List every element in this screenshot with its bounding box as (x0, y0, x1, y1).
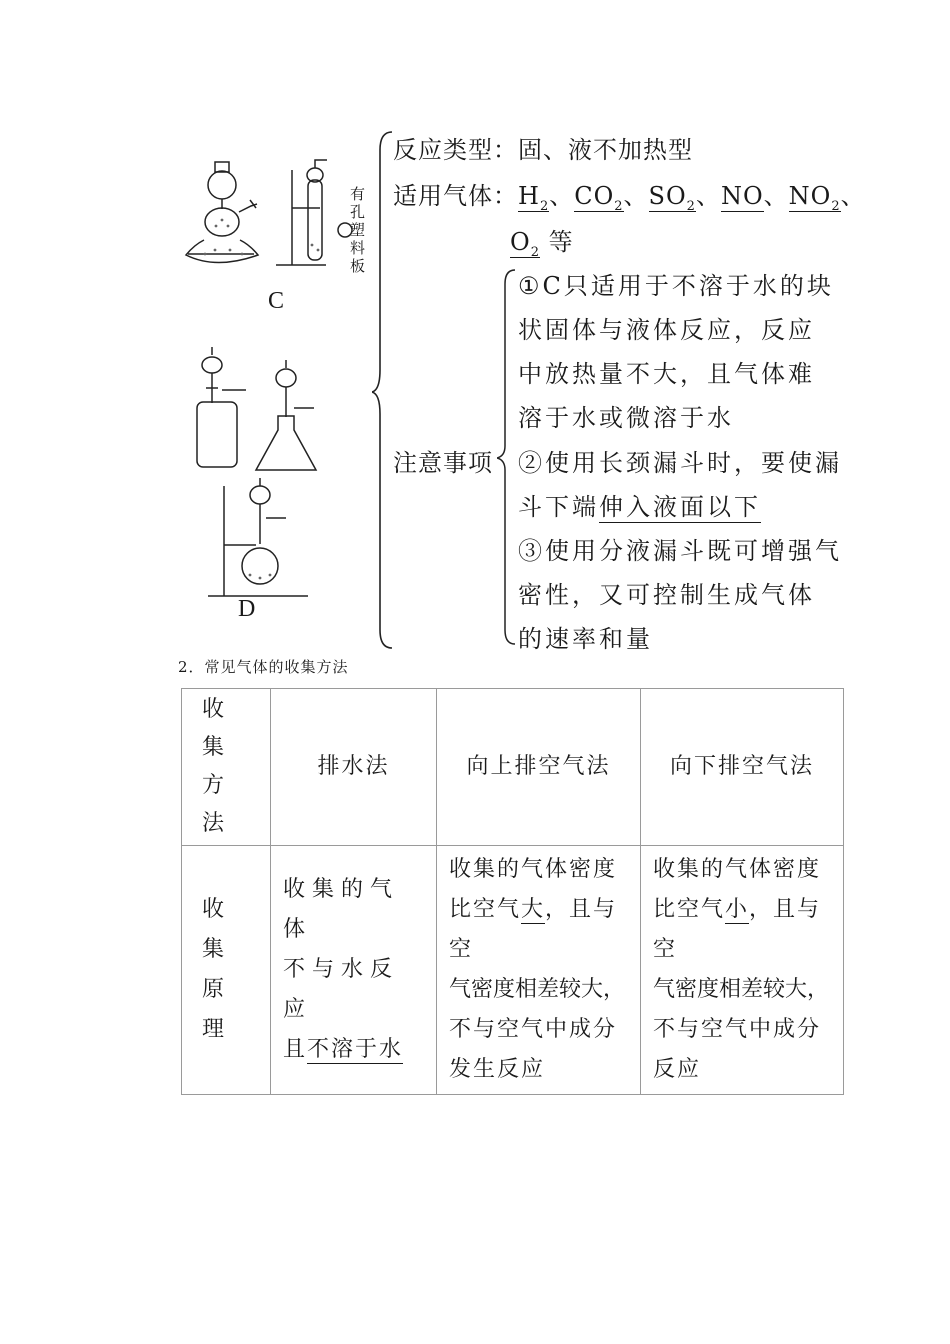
applicable-gases-row-2 (510, 222, 574, 260)
gas-no: NO (720, 182, 764, 210)
collection-methods-table (181, 688, 844, 1095)
table-header-row (182, 689, 844, 846)
reaction-type-row: 反应类型：固、液不加热型 (393, 136, 693, 164)
note-line-7: ③使用分液漏斗既可增强气 (518, 537, 842, 565)
note-line-2: 状固体与液体反应，反应 (518, 316, 815, 344)
cell-upward-principle: 收集的气体密度 比空气大，且与空 气密度相差较大， 不与空气中成分 发生反应 (437, 846, 641, 1095)
cell-downward-principle: 收集的气体密度 比空气小，且与空 气密度相差较大， 不与空气中成分 反应 (641, 846, 844, 1095)
reaction-type-value: 固、液不加热型 (518, 136, 693, 164)
section-heading: 2．常见气体的收集方法 (178, 658, 349, 676)
apparatus-label-c: C (268, 288, 285, 314)
downward-underline-answer: 小 (725, 897, 750, 922)
note-line-5: ②使用长颈漏斗时，要使漏 (518, 449, 842, 477)
apparatus-illustrations (180, 150, 380, 630)
note-line-6: 斗下端伸入液面以下 (518, 493, 761, 521)
note-line-9: 的速率和量 (518, 625, 653, 653)
plate-label: 有孔塑料板 (350, 185, 366, 275)
header-cell-method: 收集方法 (182, 689, 271, 846)
gas-co2: $CO_2$ (574, 182, 624, 214)
note-line-3: 中放热量不大，且气体难 (518, 360, 815, 388)
note-underline-answer: 伸入液面以下 (599, 493, 761, 521)
row-label-principle: 收集原理 (182, 846, 271, 1095)
reaction-type-label: 反应类型 (393, 136, 493, 164)
upward-underline-answer: 大 (521, 897, 546, 922)
note-line-4: 溶于水或微溶于水 (518, 404, 734, 432)
gas-so2: $SO_2$ (648, 182, 696, 214)
small-brace (497, 268, 517, 646)
applicable-gases-label: 适用气体 (393, 182, 493, 210)
big-brace (372, 130, 394, 650)
water-underline-answer: 不溶于水 (307, 1037, 404, 1062)
gas-h2: $H_2$ (518, 182, 550, 214)
note-line-1: ①C只适用于不溶于水的块 (518, 272, 834, 300)
applicable-gases-row: 适用气体：$H_2$、$CO_2$、$SO_2$、NO、$NO_2$、 (393, 182, 866, 214)
table-row (182, 846, 844, 1095)
notes-label: 注意事项 (393, 449, 493, 477)
cell-water-principle: 收集的气体 不与水反应 且不溶于水 (271, 846, 437, 1095)
header-cell-water: 排水法 (271, 689, 437, 846)
note-line-8: 密性，又可控制生成气体 (518, 581, 815, 609)
gases-suffix: 等 (548, 228, 574, 256)
header-cell-upward: 向上排空气法 (437, 689, 641, 846)
header-cell-downward: 向下排空气法 (641, 689, 844, 846)
gas-no2: $NO_2$ (788, 182, 841, 214)
apparatus-label-d: D (238, 596, 256, 622)
gas-o2: $O_2$ (510, 228, 540, 260)
